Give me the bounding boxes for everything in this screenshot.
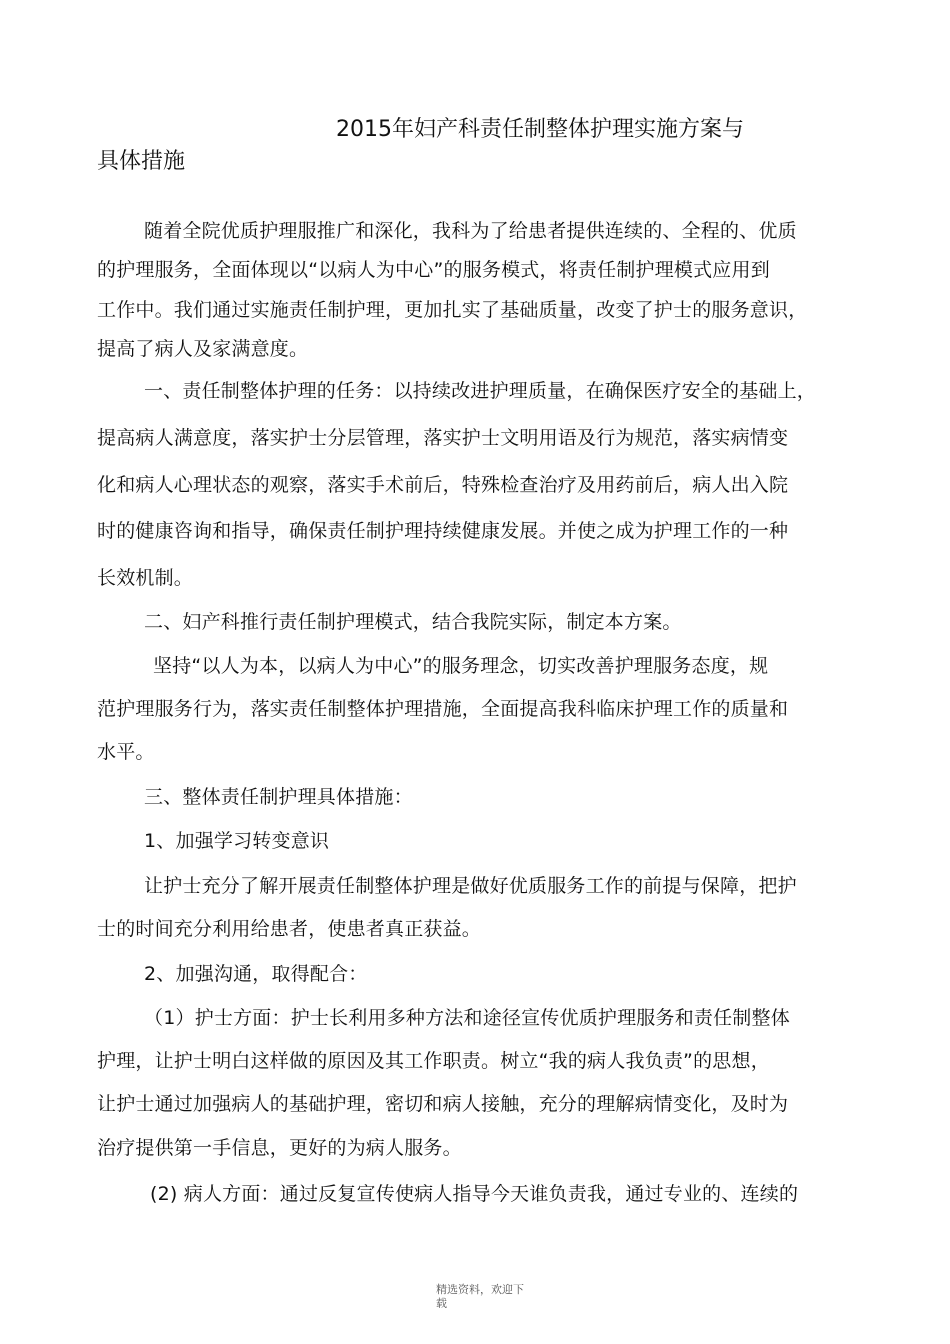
footer-line-1: 精选资料，欢迎下 — [436, 1283, 524, 1296]
paragraph-line: 化和病人心理状态的观察，落实手术前后，特殊检查治疗及用药前后，病人出入院 — [97, 474, 789, 496]
paragraph-line: 让护士充分了解开展责任制整体护理是做好优质服务工作的前提与保障，把护 — [144, 875, 797, 897]
paragraph-line: 二、妇产科推行责任制护理模式，结合我院实际，制定本方案。 — [144, 611, 682, 633]
document-title-line-2: 具体措施 — [97, 149, 186, 174]
paragraph-line: （1）护士方面：护士长利用多种方法和途径宣传优质护理服务和责任制整体 — [144, 1007, 790, 1029]
paragraph-line: 治疗提供第一手信息，更好的为病人服务。 — [97, 1137, 462, 1159]
paragraph-line: 范护理服务行为，落实责任制整体护理措施，全面提高我科临床护理工作的质量和 — [97, 698, 789, 720]
paragraph-line: 坚持“以人为本，以病人为中心”的服务理念，切实改善护理服务态度，规 — [153, 655, 769, 677]
document-title-line-1: 2015年妇产科责任制整体护理实施方案与 — [336, 117, 744, 142]
paragraph-line: 水平。 — [97, 741, 155, 763]
paragraph-line: 提高了病人及家满意度。 — [97, 338, 309, 360]
paragraph-line: 2、加强沟通，取得配合： — [144, 963, 368, 985]
paragraph-line: 让护士通过加强病人的基础护理，密切和病人接触，充分的理解病情变化，及时为 — [97, 1093, 789, 1115]
paragraph-line: 提高病人满意度，落实护士分层管理，落实护士文明用语及行为规范，落实病情变 — [97, 427, 789, 449]
paragraph-line: 1、加强学习转变意识 — [144, 830, 330, 852]
paragraph-line: 随着全院优质护理服推广和深化，我科为了给患者提供连续的、全程的、优质 — [144, 220, 797, 242]
paragraph-line: 时的健康咨询和指导，确保责任制护理持续健康发展。并使之成为护理工作的一种 — [97, 520, 789, 542]
paragraph-line: 护理，让护士明白这样做的原因及其工作职责。树立“我的病人我负责”的思想， — [97, 1050, 770, 1072]
paragraph-line: 士的时间充分利用给患者，使患者真正获益。 — [97, 918, 482, 940]
paragraph-line: 三、整体责任制护理具体措施： — [144, 786, 413, 808]
footer-line-2: 载 — [436, 1297, 447, 1310]
footer-watermark — [436, 1283, 524, 1311]
paragraph-line: 工作中。我们通过实施责任制护理，更加扎实了基础质量，改变了护士的服务意识， — [97, 299, 808, 321]
paragraph-line: 长效机制。 — [97, 567, 194, 589]
paragraph-line: (2) 病人方面：通过反复宣传使病人指导今天谁负责我，通过专业的、连续的 — [150, 1183, 799, 1205]
paragraph-line: 一、责任制整体护理的任务：以持续改进护理质量，在确保医疗安全的基础上， — [144, 380, 817, 402]
paragraph-line: 的护理服务，全面体现以“以病人为中心”的服务模式，将责任制护理模式应用到 — [97, 259, 770, 281]
